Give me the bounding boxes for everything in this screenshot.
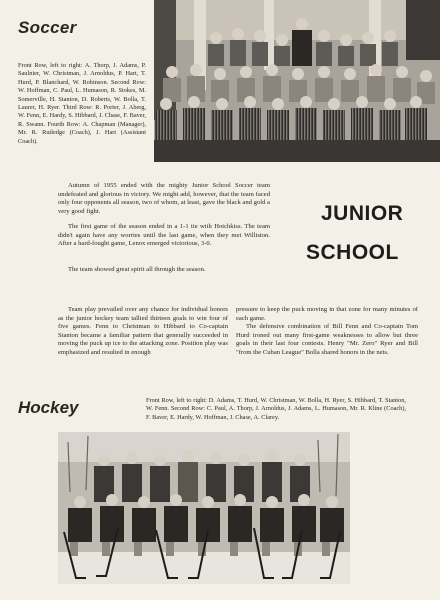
soccer-paragraph-3: The team showed great spirit all through the season.: [68, 266, 206, 273]
hockey-photo-graphic: [58, 432, 350, 584]
soccer-caption: Front Row, left to right: A. Thorp, J. Adams, P. Saulnier, W. Christman, J. Arnoldus, P. Hart, T. Hurd, P. Blanchard, W. Robinson. Second Row: W. Hoffman, C. Paul, L. Humason, R. Stokes, M. Somerville, H. Stanton, D. Roberts, W. Bolla, T. Laurer, H. Ryer. Third Row: R. Porter, J. Aberg, W. Fenn, E. Hardy, S. Hibbard, J. Chase, F. Baver, R. Swann. Fourth Row: A. Chapman (Manager), Mr. R. Rutledge (Coach), J. Hart (Assistant Coach).: [18, 62, 146, 145]
section-heading-junior: JUNIOR: [321, 202, 404, 225]
hockey-caption: Front Row, left to right: D. Adams, T. Hurd, W. Christman, W. Bolla, H. Ryer, S. Hibbard, T. Stanton, W. Fenn. Second Row: C. Paul, A. Thorp, J. Arnoldus, J. Adams, L. Humason, Mr. R. Kline (Coach), F. Baver, E. Hardy, W. Hoffman, J. Chase, A. Clarey.: [146, 397, 406, 421]
hockey-paragraph-right: [236, 306, 418, 358]
soccer-paragraph-1: Autumn of 1955 ended with the mighty Junior School Soccer team undefeated and glorious in victory. We might add, however, that the team faced only four opponents all season, two of whom, at least, gave the black and gold a very good fight.: [58, 182, 270, 215]
soccer-photo-graphic: [154, 0, 440, 162]
hockey-paragraph-right-continued: pressure to keep the puck moving in that zone for many minutes of each game.: [236, 306, 418, 322]
hockey-paragraph-defense: The defensive combination of Bill Fenn and Co-captain Tom Hurd ironed out many first-game weaknesses to allow but three goals in their last four contests. Henry "Mr. Zero" Ryer and Bill "from the Cuban League" Bolla shared honors in the nets.: [236, 323, 418, 356]
soccer-title: Soccer: [18, 18, 77, 37]
hockey-title: Hockey: [18, 398, 79, 417]
section-heading-school: SCHOOL: [306, 241, 399, 264]
hockey-paragraph-left: Team play prevailed over any chance for individual honors as the junior hockey team tallied thirteen goals to win four of five games. Fenn to Christman to Hibbard to Co-captain Stanton became a familiar pattern that generally succeeded in moving the puck up ice to the attacking zone. Position play was emphasized and resulted in enough: [58, 306, 228, 356]
hockey-team-photo: [58, 432, 350, 584]
soccer-team-photo: [154, 0, 440, 162]
soccer-paragraph-2: The first game of the season ended in a 1-1 tie with Hotchkiss. The team didn't again have any worries until the last game, when they met Williston. After a hard-fought game, Lenox emerged victorious, 3-0.: [58, 223, 270, 248]
